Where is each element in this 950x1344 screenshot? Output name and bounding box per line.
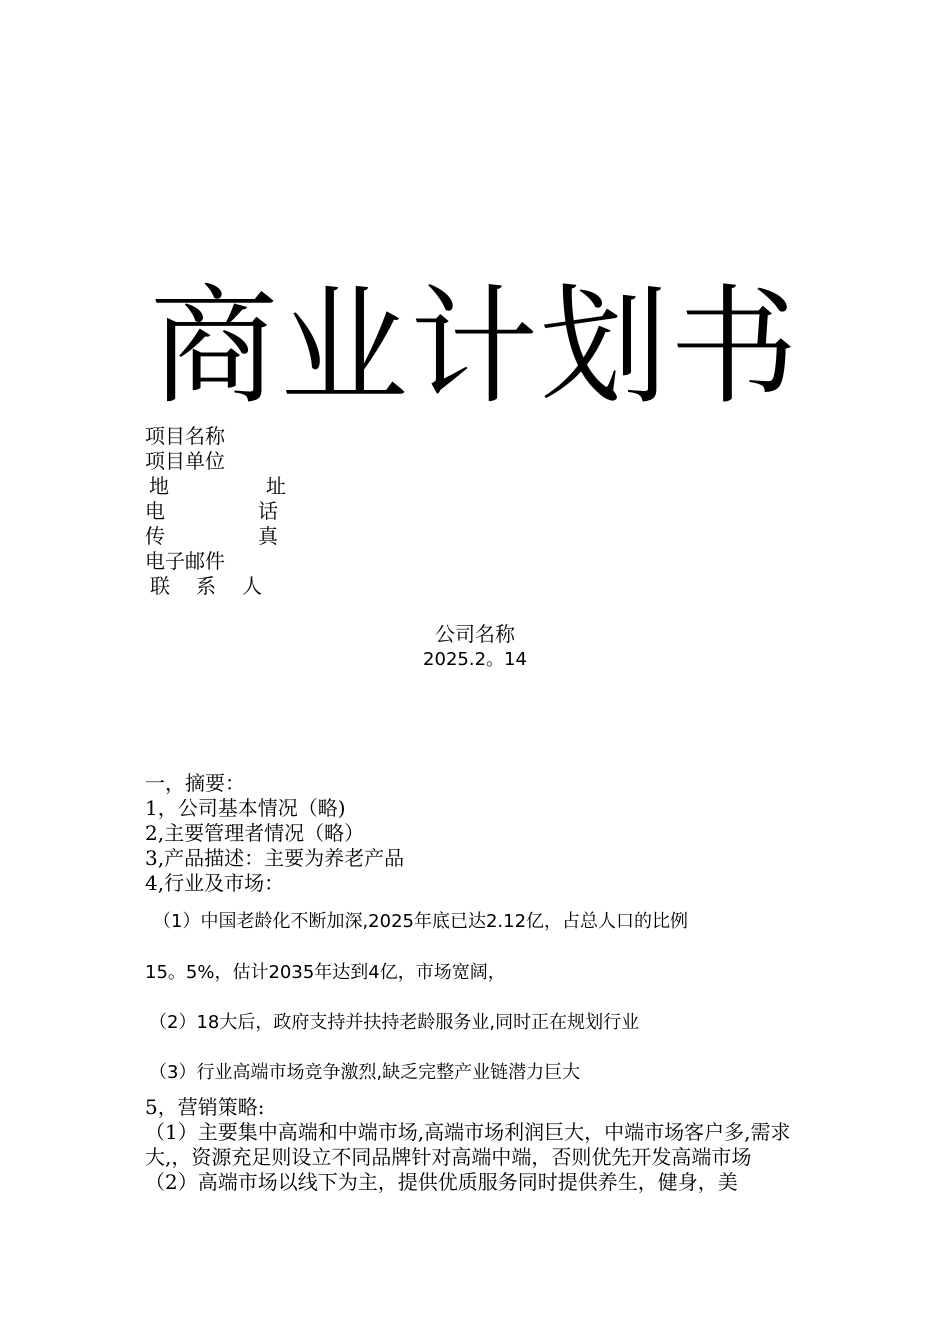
field-contact [145,574,262,599]
market-point-1-line-2: 15。5%，估计2035年达到4亿，市场宽阔， [145,962,506,983]
field-phone-char-2: 话 [258,499,278,523]
market-point-1-line-1: （1）中国老龄化不断加深,2025年底已达2.12亿，占总人口的比例 [153,911,689,932]
market-point-2: （2）18大后，政府支持并扶持老龄服务业,同时正在规划行业 [149,1012,640,1033]
document-date: 2025.2。14 [423,649,527,670]
field-address-char-1: 地 [149,474,169,498]
field-address-char-2: 址 [266,474,286,498]
field-project-name: 项目名称 [145,424,225,448]
field-fax [145,524,278,549]
field-phone-char-1: 电 [145,499,165,523]
strategy-point-1: （1）主要集中高端和中端市场,高端市场利润巨大，中端市场客户多,需求大,，资源充足则设立不同品牌针对高端中端，否则优先开发高端市场 [145,1120,791,1169]
field-phone [145,499,278,524]
document-title: 商业计划书 [150,273,801,422]
company-name: 公司名称 [435,622,515,646]
summary-item-market: 4,行业及市场： [145,871,285,895]
project-info-fields [145,424,286,599]
summary-section [145,771,815,896]
field-project-unit: 项目单位 [145,449,225,473]
field-contact-char-3: 人 [242,574,262,598]
field-contact-char-2: 系 [196,574,216,598]
summary-item-marketing: 5，营销策略: [145,1095,265,1119]
strategy-point-2: （2）高端市场以线下为主，提供优质服务同时提供养生，健身，美 [145,1170,738,1194]
summary-heading: 一，摘要： [145,771,245,795]
summary-item-management: 2,主要管理者情况（略） [145,821,365,845]
field-fax-char-2: 真 [258,524,278,548]
marketing-strategy-section [145,1095,810,1195]
field-contact-char-1: 联 [150,574,170,598]
summary-item-product: 3,产品描述：主要为养老产品 [145,846,405,870]
field-fax-char-1: 传 [145,524,165,548]
field-email: 电子邮件 [145,549,225,573]
summary-item-company: 1，公司基本情况（略) [145,796,346,820]
market-point-3: （3）行业高端市场竞争激烈,缺乏完整产业链潜力巨大 [149,1062,581,1083]
field-address [145,474,286,499]
